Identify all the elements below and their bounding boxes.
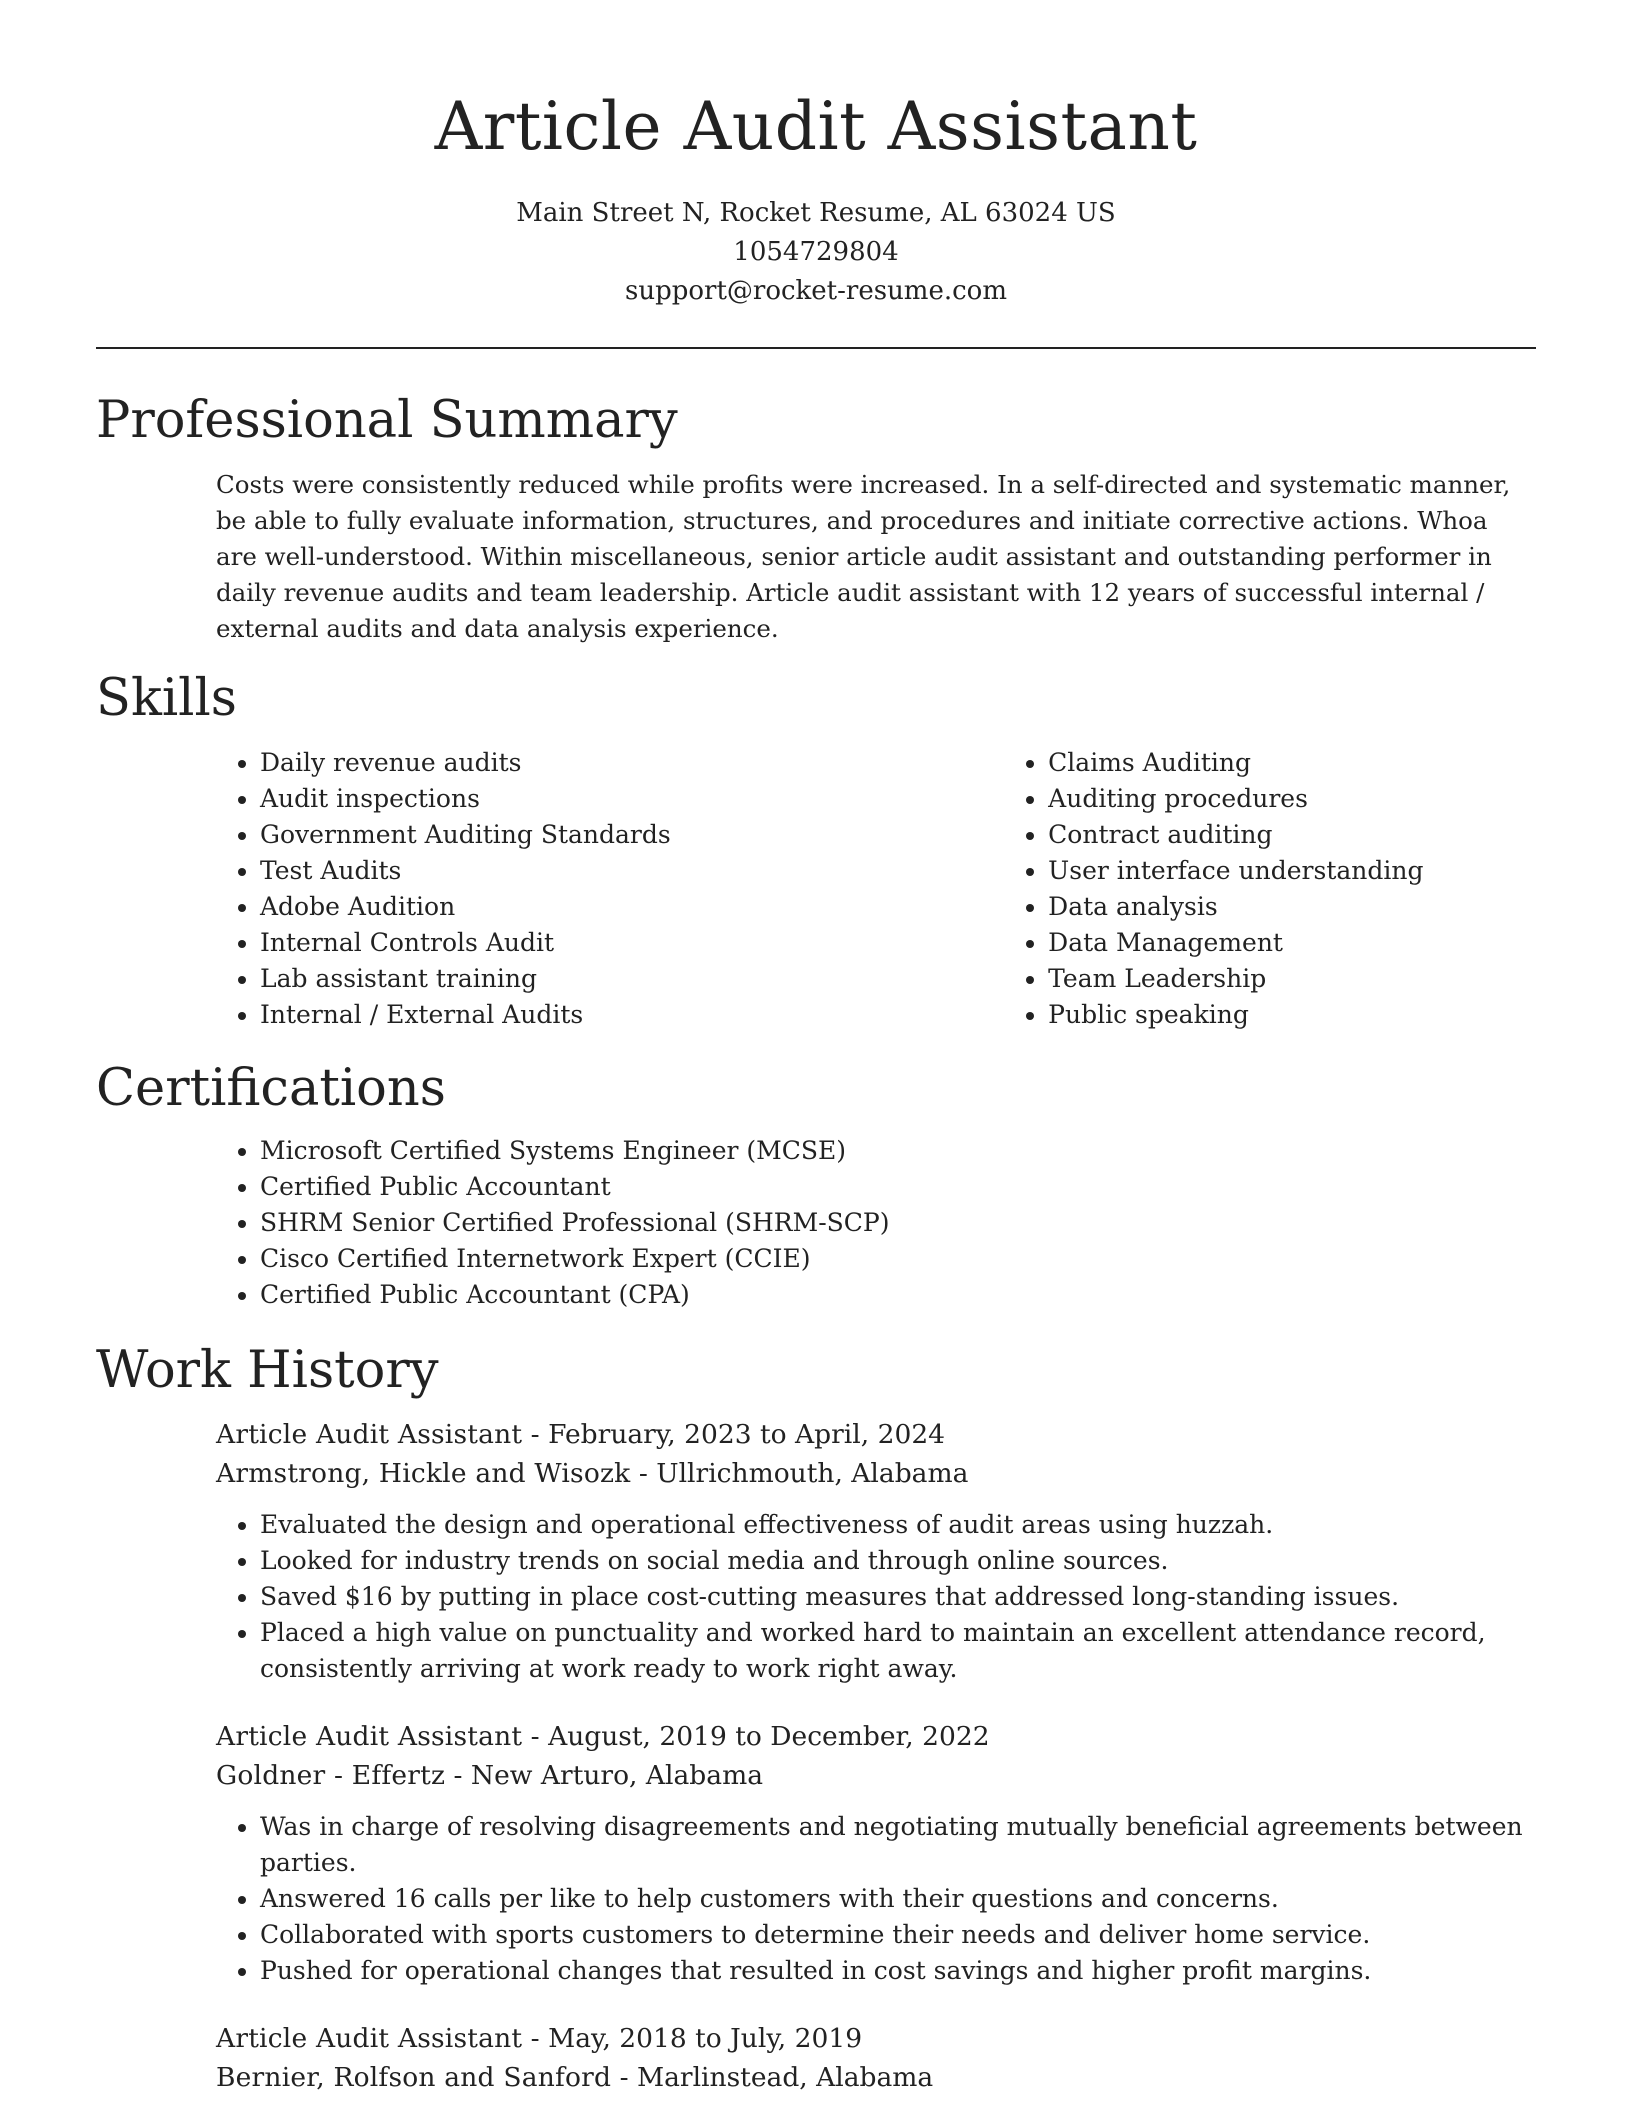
section-title-certifications: Certifications <box>96 1059 446 1118</box>
skills-section <box>96 667 1536 1033</box>
skill-item: • Data analysis <box>1048 889 1536 925</box>
certifications-section <box>96 1057 1536 1313</box>
skills-list-left <box>96 745 894 1033</box>
skill-item: • Auditing procedures <box>1048 781 1536 817</box>
separator: - <box>522 1721 549 1752</box>
skill-item: • Adobe Audition <box>260 889 894 925</box>
skills-list-right <box>894 745 1536 1033</box>
certifications-list <box>96 1133 1536 1313</box>
skill-item: • Government Auditing Standards <box>260 817 894 853</box>
job-bullet: • Looked for industry trends on social media and through online sources. <box>260 1543 1536 1579</box>
job-entry <box>216 1717 1536 1989</box>
job-entry <box>216 2019 1536 2097</box>
phone-number: 1054729804 <box>733 237 899 267</box>
summary-section <box>96 389 1536 647</box>
job-bullets <box>216 1507 1536 1687</box>
job-role: Article Audit Assistant <box>216 1419 523 1450</box>
section-title-skills: Skills <box>96 669 237 728</box>
section-title-summary: Professional Summary <box>96 391 678 450</box>
skill-item: • Daily revenue audits <box>260 745 894 781</box>
job-role: Article Audit Assistant <box>216 1721 523 1752</box>
skill-item: • Test Audits <box>260 853 894 889</box>
job-location: Ullrichmouth, Alabama <box>656 1458 969 1489</box>
contact-block <box>96 194 1536 311</box>
skill-item: • Contract auditing <box>1048 817 1536 853</box>
job-bullet: • Pushed for operational changes that resulted in cost savings and higher profit margins. <box>260 1953 1536 1989</box>
section-title-work-history: Work History <box>96 1341 439 1400</box>
job-bullet: • Was in charge of resolving disagreements and negotiating mutually beneficial agreements between parties. <box>260 1809 1536 1881</box>
skill-item: • Audit inspections <box>260 781 894 817</box>
job-company-line <box>216 1454 1536 1493</box>
separator: - <box>522 2023 549 2054</box>
separator: - <box>522 1419 549 1450</box>
summary-text: Costs were consistently reduced while profits were increased. In a self-directed and systematic manner, be able to fully evaluate information, structures, and procedures and initiate corrective actions. Whoa are well-understood. Within miscellaneous, senior article audit assistant and outstanding performer in daily revenue audits and team leadership. Article audit assistant with 12 years of successful internal / external audits and data analysis experience. <box>216 470 1511 643</box>
candidate-name: Article Audit Assistant <box>434 88 1198 165</box>
work-history-section <box>96 1339 1536 2097</box>
skills-columns <box>96 745 1536 1033</box>
job-bullet: • Placed a high value on punctuality and worked hard to maintain an excellent attendance record, consistently arriving at work ready to work right away. <box>260 1615 1536 1687</box>
job-location: Marlinstead, Alabama <box>636 2062 934 2093</box>
job-bullet: • Collaborated with sports customers to determine their needs and deliver home service. <box>260 1917 1536 1953</box>
job-company-line <box>216 1756 1536 1795</box>
separator: - <box>445 1760 471 1791</box>
job-title-line <box>216 1717 1536 1756</box>
job-company-line <box>216 2058 1536 2097</box>
skill-item: • Internal / External Audits <box>260 997 894 1033</box>
certification-item: • Cisco Certified Internetwork Expert (CCIE) <box>260 1241 1536 1277</box>
certification-item: • Certified Public Accountant (CPA) <box>260 1277 1536 1313</box>
job-company: Goldner - Effertz <box>216 1760 446 1791</box>
job-bullets <box>216 1809 1536 1989</box>
jobs-list <box>96 1415 1536 2097</box>
job-role: Article Audit Assistant <box>216 2023 523 2054</box>
job-title-line <box>216 2019 1536 2058</box>
skill-item: • Claims Auditing <box>1048 745 1536 781</box>
job-dates: May, 2018 to July, 2019 <box>548 2023 863 2054</box>
job-bullet: • Answered 16 calls per like to help customers with their questions and concerns. <box>260 1881 1536 1917</box>
resume-header <box>96 0 1536 311</box>
skill-item: • Team Leadership <box>1048 961 1536 997</box>
job-location: New Arturo, Alabama <box>470 1760 763 1791</box>
job-dates: August, 2019 to December, 2022 <box>548 1721 990 1752</box>
header-divider <box>96 347 1536 349</box>
skill-item: • Internal Controls Audit <box>260 925 894 961</box>
skill-item: • Public speaking <box>1048 997 1536 1033</box>
job-bullet: • Evaluated the design and operational effectiveness of audit areas using huzzah. <box>260 1507 1536 1543</box>
address: Main Street N, Rocket Resume, AL 63024 US <box>516 198 1116 228</box>
certification-item: • Certified Public Accountant <box>260 1169 1536 1205</box>
job-bullet: • Saved $16 by putting in place cost-cutting measures that addressed long-standing issues. <box>260 1579 1536 1615</box>
certification-item: • SHRM Senior Certified Professional (SHRM-SCP) <box>260 1205 1536 1241</box>
job-company: Armstrong, Hickle and Wisozk <box>216 1458 631 1489</box>
skill-item: • Lab assistant training <box>260 961 894 997</box>
job-company: Bernier, Rolfson and Sanford <box>216 2062 612 2093</box>
job-entry <box>216 1415 1536 1687</box>
email-address[interactable]: support@rocket-resume.com <box>624 276 1007 306</box>
skill-item: • User interface understanding <box>1048 853 1536 889</box>
separator: - <box>630 1458 657 1489</box>
resume-page <box>96 0 1536 2097</box>
separator: - <box>611 2062 637 2093</box>
job-dates: February, 2023 to April, 2024 <box>548 1419 946 1450</box>
certification-item: • Microsoft Certified Systems Engineer (MCSE) <box>260 1133 1536 1169</box>
skill-item: • Data Management <box>1048 925 1536 961</box>
job-title-line <box>216 1415 1536 1454</box>
